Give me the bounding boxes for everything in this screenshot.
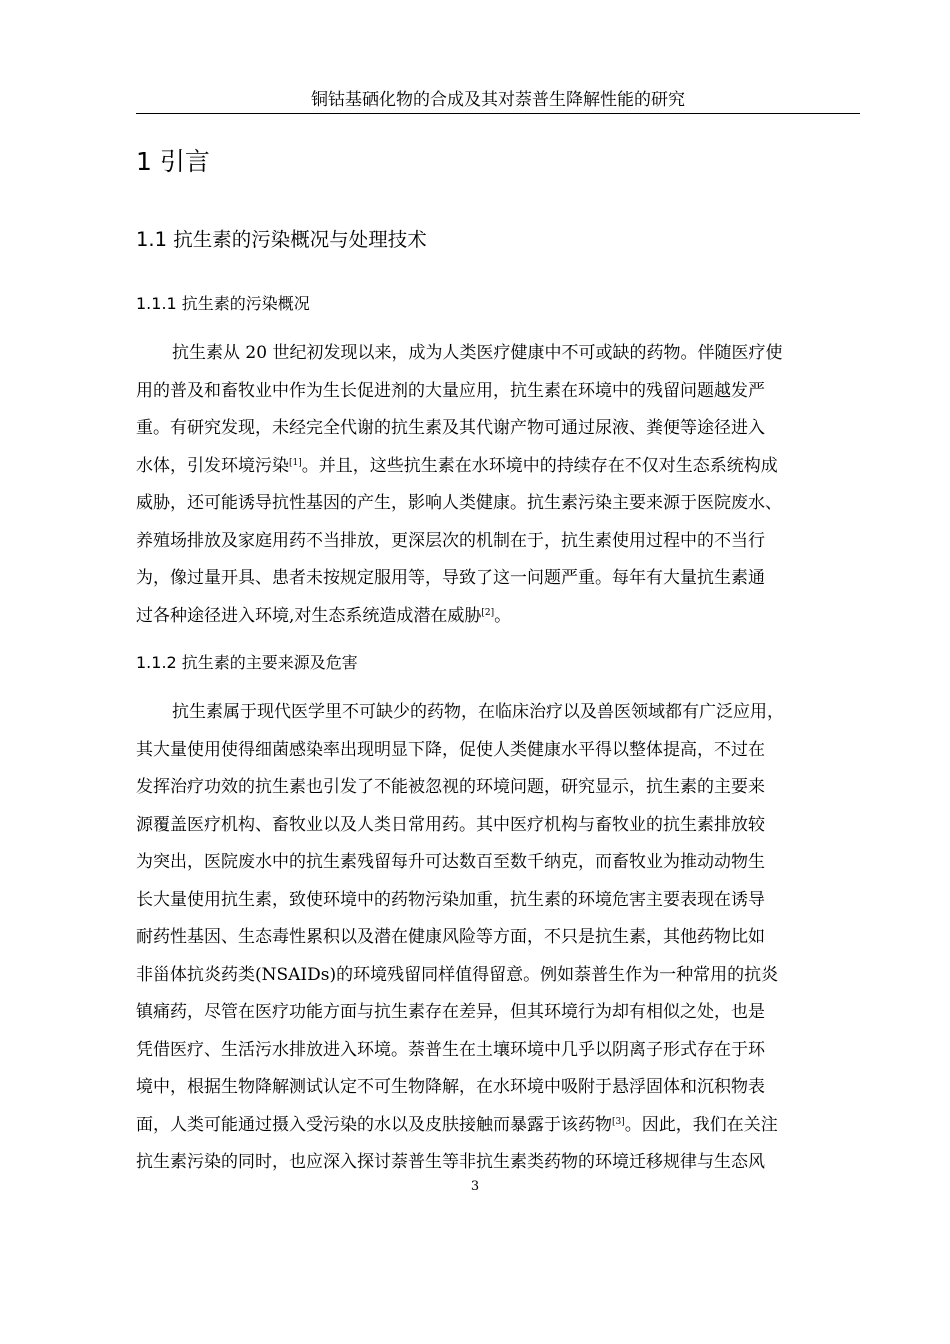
text-line: 其大量使用使得细菌感染率出现明显下降，促使人类健康水平得以整体提高，不过在 [136, 739, 765, 760]
text-line: 凭借医疗、生活污水排放进入环境。萘普生在土壤环境中几乎以阴离子形式存在于环 [136, 1039, 765, 1060]
subsection-heading-2: 1.1.2 抗生素的主要来源及危害 [136, 653, 358, 672]
text-line: 抗生素从 20 世纪初发现以来，成为人类医疗健康中不可或缺的药物。伴随医疗使 [172, 343, 783, 363]
header-rule [136, 113, 860, 114]
text-line [136, 448, 860, 486]
text-line: 养殖场排放及家庭用药不当排放，更深层次的机制在于，抗生素使用过程中的不当行 [136, 530, 765, 551]
text-line: 用的普及和畜牧业中作为生长促进剂的大量应用，抗生素在环境中的残留问题越发严 [136, 380, 765, 401]
paragraph-2 [136, 694, 860, 1182]
citation-ref: [2] [481, 607, 495, 618]
text-line: 耐药性基因、生态毒性累积以及潜在健康风险等方面，不只是抗生素，其他药物比如 [136, 927, 765, 947]
running-header: 铜钴基硒化物的合成及其对萘普生降解性能的研究 [311, 90, 685, 110]
text-line: 发挥治疗功效的抗生素也引发了不能被忽视的环境问题，研究显示，抗生素的主要来 [136, 777, 765, 797]
text-line: 为突出，医院废水中的抗生素残留每升可达数百至数千纳克，而畜牧业为推动动物生 [136, 852, 765, 872]
text-segment: 。因此，我们在关注 [624, 1114, 778, 1135]
paragraph-1 [136, 335, 860, 635]
text-segment: 水体，引发环境污染 [136, 455, 289, 476]
text-segment: 。 [494, 605, 512, 626]
page-number: 3 [470, 1179, 480, 1194]
subsection-heading-1: 1.1.1 抗生素的污染概况 [136, 294, 310, 313]
section-heading: 1.1 抗生素的污染概况与处理技术 [136, 228, 427, 251]
text-line: 长大量使用抗生素，致使环境中的药物污染加重，抗生素的环境危害主要表现在诱导 [136, 889, 765, 910]
text-line [136, 1107, 860, 1145]
text-line: 境中，根据生物降解测试认定不可生物降解，在水环境中吸附于悬浮固体和沉积物表 [136, 1077, 765, 1097]
text-line: 为，像过量开具、患者未按规定服用等，导致了这一问题严重。每年有大量抗生素通 [136, 568, 765, 588]
text-line: 镇痛药，尽管在医疗功能方面与抗生素存在差异，但其环境行为却有相似之处，也是 [136, 1002, 765, 1022]
text-line: 威胁，还可能诱导抗性基因的产生，影响人类健康。抗生素污染主要来源于医院废水、 [136, 493, 782, 513]
text-segment: 过各种途径进入环境,对生态系统造成潜在威胁 [136, 605, 482, 626]
chapter-heading: 1 引言 [136, 147, 210, 176]
citation-ref: [1] [289, 457, 302, 468]
text-line: 抗生素污染的同时，也应深入探讨萘普生等非抗生素类药物的环境迁移规律与生态风 [136, 1152, 765, 1172]
text-segment: 。并且，这些抗生素在水环境中的持续存在不仅对生态系统构成 [301, 455, 778, 476]
text-line: 重。有研究发现，未经完全代谢的抗生素及其代谢产物可通过尿液、粪便等途径进入 [136, 418, 765, 438]
text-line: 非甾体抗炎药类(NSAIDs)的环境残留同样值得留意。例如萘普生作为一种常用的抗炎 [136, 964, 779, 985]
text-line: 源覆盖医疗机构、畜牧业以及人类日常用药。其中医疗机构与畜牧业的抗生素排放较 [136, 814, 765, 835]
citation-ref: [3] [612, 1116, 625, 1127]
text-line [136, 598, 860, 636]
text-segment: 面，人类可能通过摄入受污染的水以及皮肤接触而暴露于该药物 [136, 1114, 612, 1135]
text-line: 抗生素属于现代医学里不可缺少的药物，在临床治疗以及兽医领域都有广泛应用， [172, 702, 784, 722]
